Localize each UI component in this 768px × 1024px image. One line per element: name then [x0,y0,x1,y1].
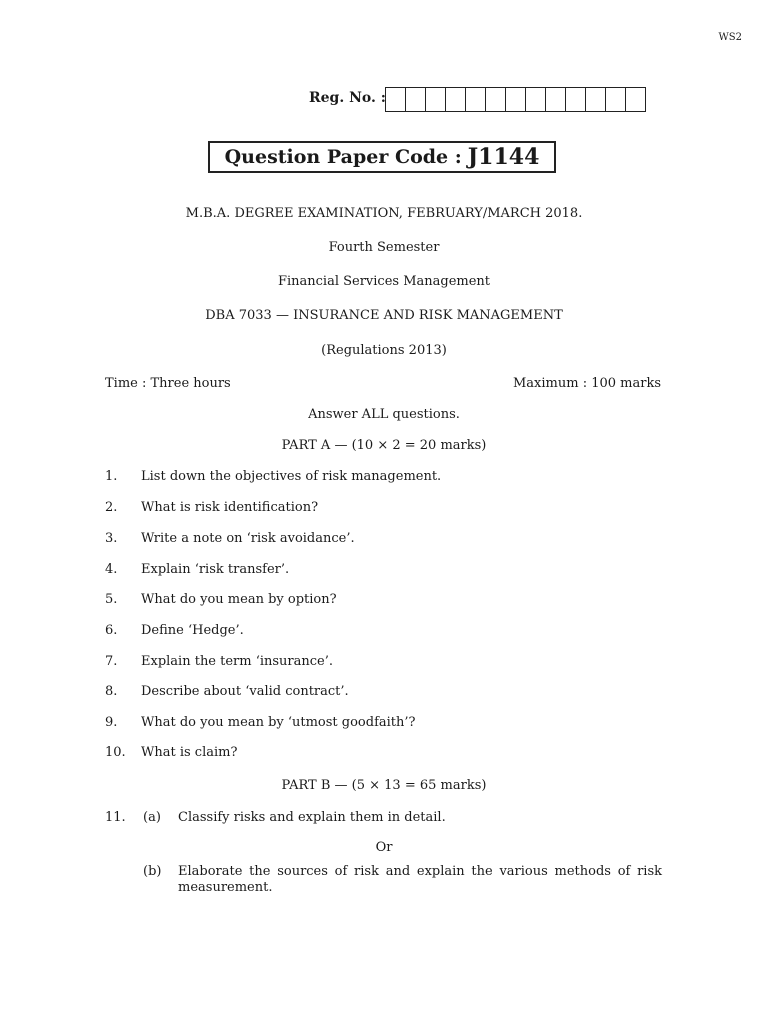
reg-no-digit-box [606,88,626,111]
question-number: 8. [105,684,118,699]
question-text: What do you mean by ‘utmost goodfaith’? [141,715,416,730]
question-paper-code-label: Question Paper Code : [224,146,462,168]
reg-no-digit-box [526,88,546,111]
question-number: 11. [105,810,126,825]
or-separator: Or [375,840,393,855]
question-text: List down the objectives of risk management. [141,469,442,484]
question-text: What do you mean by option? [141,592,337,607]
reg-no-digit-box [446,88,466,111]
question-text: What is claim? [141,745,238,760]
question-paper-code: J1144 [467,144,540,170]
part-b-heading: PART B — (5 × 13 = 65 marks) [281,778,487,793]
question-number: 3. [105,531,118,546]
question-text: What is risk identification? [141,500,319,515]
time-allowed: Time : Three hours [105,376,231,391]
question-text: Elaborate the sources of risk and explain the various methods of risk measurement. [178,864,662,895]
question-number: 1. [105,469,118,484]
question-text: Define ‘Hedge’. [141,623,244,638]
reg-no-digit-box [626,88,646,111]
question-number: 5. [105,592,118,607]
reg-no-digit-box [486,88,506,111]
question-text: Explain ‘risk transfer’. [141,562,290,577]
stream: Financial Services Management [277,274,491,289]
reg-no-digit-box [546,88,566,111]
question-number: 4. [105,562,118,577]
option-letter: (a) [143,810,161,825]
exam-title: M.B.A. DEGREE EXAMINATION, FEBRUARY/MARCH 2018. [185,206,583,221]
reg-no-digit-box [466,88,486,111]
regulations: (Regulations 2013) [321,343,447,358]
subject: DBA 7033 — INSURANCE AND RISK MANAGEMENT [205,308,563,323]
reg-no-digit-box [406,88,426,111]
question-number: 6. [105,623,118,638]
instruction: Answer ALL questions. [308,407,460,422]
paper-code-tag: WS2 [718,32,742,43]
reg-no-digit-box [586,88,606,111]
reg-no-boxes [385,87,646,112]
question-number: 7. [105,654,118,669]
reg-no-digit-box [426,88,446,111]
question-number: 9. [105,715,118,730]
question-number: 2. [105,500,118,515]
question-text: Write a note on ‘risk avoidance’. [141,531,355,546]
reg-no-digit-box [386,88,406,111]
question-text: Classify risks and explain them in detail. [178,810,446,825]
maximum-marks: Maximum : 100 marks [512,376,661,391]
question-text: Explain the term ‘insurance’. [141,654,334,669]
reg-no-digit-box [566,88,586,111]
option-letter: (b) [143,864,162,879]
reg-no-digit-box [506,88,526,111]
question-text: Describe about ‘valid contract’. [141,684,349,699]
question-paper-code-box [208,141,556,173]
semester: Fourth Semester [328,240,440,255]
question-number: 10. [105,745,126,760]
reg-no-label: Reg. No. : [309,90,386,106]
part-a-heading: PART A — (10 × 2 = 20 marks) [281,438,487,453]
